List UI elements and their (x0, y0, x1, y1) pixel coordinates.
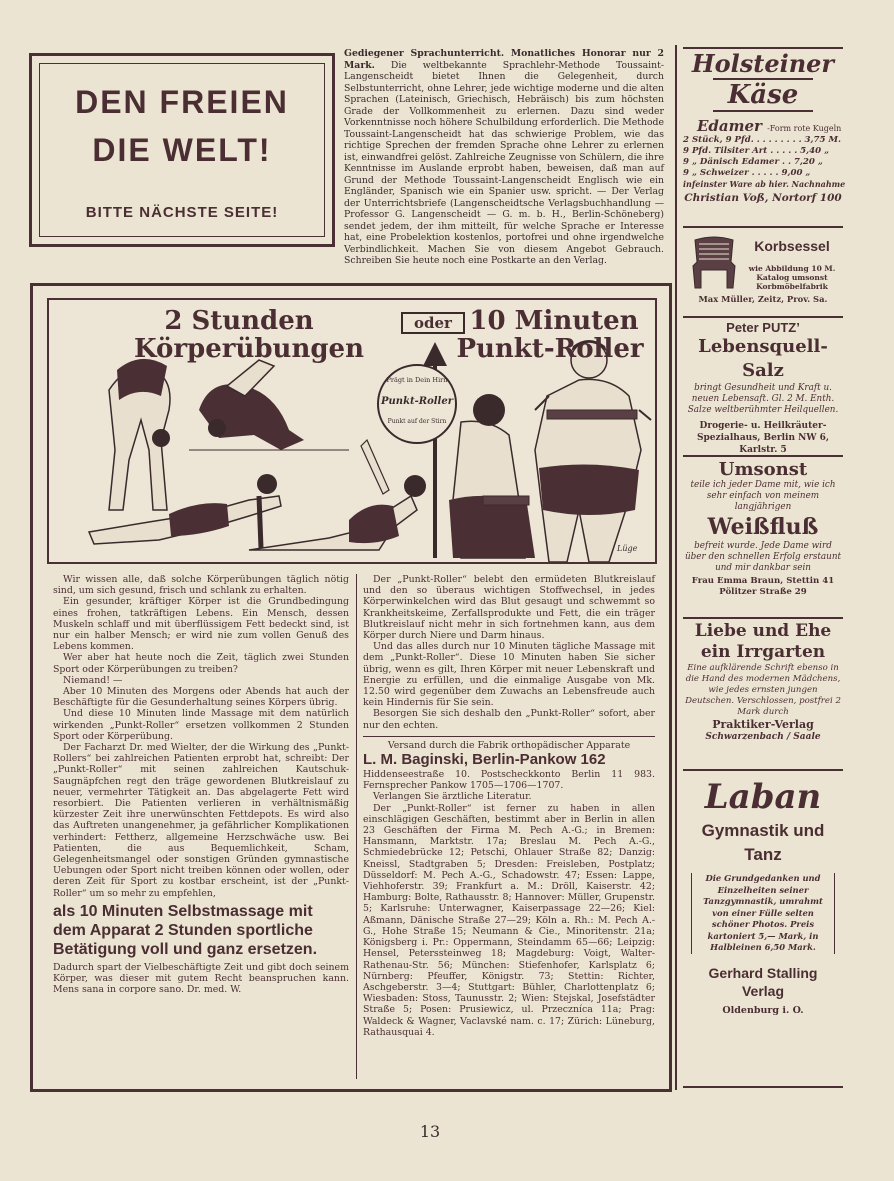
holsteiner-row-2: 9 „ Dänisch Edamer . . 7,20 „ (683, 157, 823, 167)
right-rule-4 (683, 455, 843, 457)
punkt-right-p3: Besorgen Sie sich deshalb den „Punkt-Roller“ sofort, aber nur den echten. (363, 708, 655, 731)
chair-icon (689, 236, 739, 290)
punkt-left-p7: Der Facharzt Dr. med Wielter, der die Wirkung des „Punkt-Rollers“ bei zahlreichen Patienten erprobt hat, schreibt: Der „Punkt-Roller“ mit seinen zahlreichen Kautschuk-Saugnäpfchen regt den träge gewordenen Blutkreislauf zu neuer, vermehrter Tätigkeit an. Das abgelagerte Fett wird resorbiert. Die Patienten verlieren in verhältnismäßig kürzester Zeit ihre unerwünschten Fettdepots. Es wird also das Auftreten unangenehmer, ja gefährlicher Komplikationen verhindert: Fettherz, allgemeine Herzschwäche usw. Bei Patienten, die aus Bequemlichkeit, Scham, Gelegenheitsmangel oder sonstigen Gründen gymnastische Uebungen oder Sport nicht treiben können oder wollen, oder deren Zeit für Sport zu kostbar erscheint, ist der „Punkt-Roller“ um so mehr zu empfehlen, (53, 742, 349, 899)
umsonst-title2: Weißfluß (707, 514, 819, 540)
ad-den-freien-line2: DIE WELT! (92, 132, 272, 168)
page-number: 13 (419, 1122, 441, 1141)
ad-umsonst (683, 459, 843, 598)
punkt-address: Hiddenseestraße 10. Postscheckkonto Berlin 11 983. Fernsprecher Pankow 1705—1706—1707. (363, 769, 655, 792)
korb-line1: wie Abbildung 10 M. (748, 264, 836, 273)
punkt-title-right1: 10 Minuten (469, 306, 639, 336)
holsteiner-row-1: 9 Pfd. Tilsiter Art . . . . . 5,40 „ (683, 146, 830, 156)
holsteiner-title1: Holsteiner (691, 49, 835, 78)
ad-laban (683, 775, 843, 1018)
punkt-title-oder: oder (401, 312, 465, 334)
sprach-headline: Gediegener Sprachunterricht. Monatliches Honorar nur 2 Mark. (344, 48, 664, 71)
umsonst-title: Umsonst (718, 459, 808, 480)
punkt-left-p1: Wir wissen alle, daß solche Körperübungen täglich nötig sind, um sich gesund, frisch und schlank zu erhalten. (53, 574, 349, 597)
punkt-firm: L. M. Baginski, Berlin-Pankow 162 (363, 751, 606, 769)
holsteiner-edamer: Edamer (697, 117, 762, 135)
liebe-body: Eine aufklärende Schrift ebenso in die Hand des modernen Mädchens, wie jedes ernsten jungen Deutschen. Verschlossen, postfrei 2 Mark durch (685, 663, 841, 717)
umsonst-body2: befreit wurde. Jede Dame wird über den schnellen Erfolg erstaunt und mir dankbar sein (684, 541, 842, 573)
punkt-left-end: Dadurch spart der Vielbeschäftigte Zeit und gibt doch seinem Körper, was dieser mit gutem Recht beanspruchen kann. Mens sana in corpore sano. Dr. med. W. (53, 961, 349, 996)
punkt-right-rule (363, 736, 655, 737)
laban-city: Oldenburg i. O. (722, 1004, 804, 1016)
ad-korbsessel (683, 230, 843, 310)
punkt-title-right2: Punkt-Roller (456, 334, 644, 364)
punkt-title-left1: 2 Stunden (164, 306, 314, 336)
punkt-signature: Lüge (617, 544, 638, 553)
laban-body: Die Grundgedanken und Einzelheiten seiner Tanzgymnastik, umrahmt von einer Fülle selten schöner Photos. Preis kartoniert 5,— Mark, in Halbleinen 6,50 Mark. (691, 873, 835, 954)
korb-title: Korbsessel (754, 238, 830, 254)
punkt-left-p5: Aber 10 Minuten des Morgens oder Abends hat auch der Beschäftigte für die Gesunderhaltung seines Körpers übrig. (53, 686, 349, 709)
punkt-title-left2: Körperübungen (133, 334, 364, 364)
punkt-left-p4: Niemand! — (63, 674, 123, 686)
ad-punkt-roller (30, 283, 672, 1092)
punkt-illustration (47, 298, 657, 564)
korb-sender: Max Müller, Zeitz, Prov. Sa. (698, 294, 828, 304)
holsteiner-row-0: 2 Stück, 9 Pfd. . . . . . . . . 3,75 M. (683, 135, 841, 145)
putz-title: Lebensquell-Salz (698, 336, 828, 381)
right-rule-bottom (683, 1086, 843, 1088)
sprach-body: Die weltbekannte Sprachlehr-Methode Toussaint-Langenscheidt bietet Ihnen die Gelegenheit, durch Selbstunterricht, ohne Lehrer, jede wichtige moderne und die alten Sprachen (Lateinisch, Griechisch, Hebräisch) bis zum höchsten Grade der Vollkommenheit zu erlernen. Dazu sind weder Vorkenntnisse noch höhere Schulbildung erforderlich. Die Methode Toussaint-Langenscheidt hat das schwierige Problem, wie das richtige Sprechen der fremden Sprache ohne Lehrer zu erlernen ist, einwandfrei gelöst. Zahlreiche Zeugnisse von Schülern, die ihre Kenntnisse im Auslande erprobt haben, beweisen, daß man auf Grund der Methode Toussaint-Langenscheidt Englisch wie ein Engländer, Spanisch wie ein Spanier usw. spricht. — Der Verlag der Unterrichtsbriefe (Langenscheidtsche Verlagsbuchhandlung — Professor G. Langenscheidt — G. m. b. H., Berlin-Schöneberg) sendet jedem, der ihm mitteilt, für welche Sprache er Interesse hat, eine Probelektion kostenlos, portofrei und ohne irgendwelche Verbindlichkeit. Machen Sie von diesem Angebot Gebrauch. Schreiben Sie heute noch eine Postkarte an den Verlag. (344, 59, 664, 266)
punkt-seal (377, 364, 457, 444)
korb-line3: Korbmöbelfabrik (756, 282, 828, 291)
punkt-big-claim: als 10 Minuten Selbstmassage mit dem Apparat 2 Stunden sportliche Betätigung voll und ganz ersetzen. (53, 902, 318, 958)
umsonst-sender: Frau Emma Braun, Stettin 41 Pölitzer Straße 29 (691, 576, 835, 597)
holsteiner-note: infeinster Ware ab hier. Nachnahme (683, 179, 846, 189)
holsteiner-form: -Form rote Kugeln (767, 124, 842, 133)
ad-den-freien-line3: BITTE NÄCHSTE SEITE! (85, 204, 279, 221)
ad-holsteiner (683, 49, 846, 204)
right-rule-6 (683, 769, 843, 771)
holsteiner-edamer-line (683, 116, 843, 135)
punkt-left-p6: Und diese 10 Minuten linde Massage mit dem natürlich wirkenden „Punkt-Roller“ ersetzen vollkommen 2 Stunden Sport oder Körperübung. (53, 708, 349, 742)
holsteiner-title2: Käse (713, 78, 813, 112)
liebe-title1: Liebe und Ehe (694, 621, 832, 641)
ad-den-freien (29, 53, 335, 247)
ad-den-freien-line1: DEN FREIEN (75, 84, 289, 120)
laban-subtitle1: Gymnastik und (701, 821, 825, 840)
punkt-right-p1: Der „Punkt-Roller“ belebt den ermüdeten Blutkreislauf und den so überaus wichtigen Stoffwechsel, in jedes Körperwinkelchen wird das Blut gesaugt und schwemmt so Krankheitskeime, Zerfallsprodukte und Fett, die ein träger Blutkreislauf nicht mehr in sich fortnehmen kann, aus dem Körper durch Niere und Darm hinaus. (363, 574, 655, 642)
laban-verlag1: Gerhard Stalling (708, 964, 818, 981)
liebe-verlag1: Praktiker-Verlag (712, 718, 814, 731)
putz-shop: Drogerie- u. Heilkräuter-Spezialhaus, Berlin NW 6, Karlstr. 5 (696, 421, 829, 455)
ad-liebe (683, 621, 843, 743)
punkt-column-rule (356, 574, 357, 1079)
laban-verlag2: Verlag (741, 982, 785, 999)
holsteiner-row-3: 9 „ Schweizer . . . . . 9,00 „ (683, 168, 811, 178)
punkt-left-column (53, 574, 349, 996)
punkt-right-column (363, 574, 655, 1038)
liebe-title2: ein Irrgarten (700, 642, 826, 662)
punkt-dealers: Der „Punkt-Roller“ ist ferner zu haben in allen einschlägigen Geschäften, bestimmt aber in Berlin in allen 23 Geschäften der Firma M. Pech A.-G.; in Bremen: Hansmann, Marktstr. 17a; Breslau M. Pech A.-G., Schmiedebrücke 12; Petschi, Ohlauer Straße 82; Danzig: Kneissl, Stadtgraben 5; Dresden: Freisleben, Postplatz; Düsseldorf: M. Pech A.-G., Schadowstr. 47; Essen: Lappe, Viehhoferstr. 39; Frankfurt a. M.: Dröll, Kaiserstr. 42; Hamburg: Bolte, Rathausstr. 8; Hannover: Müller, Grupenstr. 5; Karlsruhe: Unterwagner, Kaiserpassage 22—26; Kiel: Aßmann, Dänische Straße 27—29; Köln a. Rh.: M. Pech A.-G., Hohe Straße 15; Neumann & Cie., Minoritenstr. 21a; Königsberg i. Pr.: Oppermann, Steindamm 65—66; Leipzig: Hensel, Peterssteinweg 18; Magdeburg: Voigt, Walter-Rathenau-Str. 56; München: Stiefenhofer, Karlsplatz 6; Nürnberg: Pfeuffer, Königstr. 73; Stettin: Richter, Aschgeberstr. 3—4; Stuttgart: Bühler, Charlottenplatz 6; Wiesbaden: Stoss, Taunusstr. 2; Wien: Stejskal, Josefstädter Straße 5; Posen: Prusiewicz, ul. Przeczníca 11a; Prag: Waldeck & Wagner, Vaclavské nam. c. 17; Zürich: Lüneburg, Rathausquai 4. (363, 802, 655, 1038)
column-rule (675, 45, 677, 1090)
punkt-left-p3: Wer aber hat heute noch die Zeit, täglich zwei Stunden Sport oder Körperübungen zu treiben? (53, 652, 349, 675)
putz-body: bringt Gesundheit und Kraft u. neuen Lebensaft. Gl. 2 M. Enth. Salze weltberühmter Heilquellen. (687, 383, 839, 415)
korb-line2: Katalog umsonst (756, 273, 828, 282)
punkt-right-p2: Und das alles durch nur 10 Minuten tägliche Massage mit dem „Punkt-Roller“. Diese 10 Minuten haben Sie sicher übrig, wenn es gilt, Ihren Körper mit neuer Lebenskraft und Energie zu erfüllen, und die einmalige Ausgabe von Mk. 12.50 wird gegenüber dem Zuwachs an Lebensfreude auch kein Hindernis für Sie sein. (363, 641, 655, 709)
sprach-article (344, 48, 664, 267)
putz-name: Peter PUTZ’ (726, 320, 800, 335)
right-rule-3 (683, 316, 843, 318)
punkt-seal-top: Prägt in Dein Hirn (386, 376, 448, 384)
punkt-versand: Versand durch die Fabrik orthopädischer Apparate (387, 739, 631, 751)
ad-putz (683, 320, 843, 456)
punkt-left-p2: Ein gesunder, kräftiger Körper ist die Grundbedingung eines frohen, tatkräftigen Lebens. Ein Mensch, dessen Muskeln schlaff und mit überflüssigem Fett bedeckt sind, ist nur ein halber Mensch; er wird nie zum vollen Genuß des Lebens kommen. (53, 596, 349, 653)
holsteiner-sender: Christian Voß, Nortorf 100 (684, 192, 842, 204)
laban-title: Laban (704, 777, 822, 817)
umsonst-body1: teile ich jeder Dame mit, wie ich sehr einfach von meinem langjährigen (690, 480, 836, 512)
punkt-seal-bottom: Punkt auf der Stirn (387, 418, 447, 425)
right-rule-5 (683, 617, 843, 619)
liebe-verlag2: Schwarzenbach / Saale (705, 732, 821, 742)
punkt-literatur: Verlangen Sie ärztliche Literatur. (373, 791, 532, 803)
right-rule-2 (683, 226, 843, 228)
laban-subtitle2: Tanz (744, 845, 782, 864)
punkt-seal-mid: Punkt-Roller (381, 396, 453, 407)
